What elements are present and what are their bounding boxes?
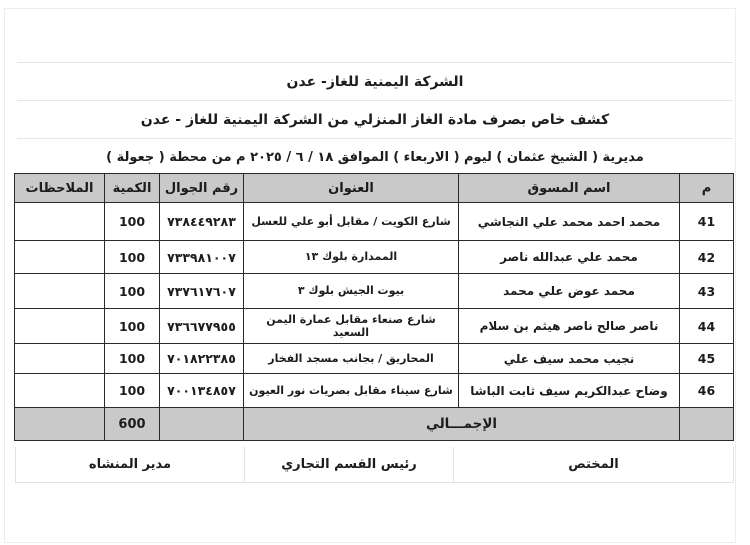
table-row — [15, 203, 734, 241]
address-cell: المحاريق / بجانب مسجد الفخار — [244, 344, 459, 374]
address-cell: شارع الكويت / مقابل أبو علي للعسل — [244, 203, 459, 241]
col-header-mobile: رقم الجوال — [160, 174, 244, 203]
name-cell: محمد عوض علي محمد — [459, 274, 680, 309]
table-row — [15, 344, 734, 374]
document-header — [17, 62, 733, 176]
signature-commercial-head: رئيس القسم التجاري — [244, 447, 453, 482]
col-header-marketer-name: اسم المسوق — [459, 174, 680, 203]
phone-cell: ٧٣٦٦٧٧٩٥٥ — [160, 309, 244, 344]
address-cell: شارع سيناء مقابل بصريات نور العيون — [244, 374, 459, 408]
phone-cell: ٧٠٠١٣٤٨٥٧ — [160, 374, 244, 408]
serial-cell: 44 — [680, 309, 734, 344]
table-row — [15, 309, 734, 344]
serial-cell: 41 — [680, 203, 734, 241]
name-cell: محمد احمد محمد علي النجاشي — [459, 203, 680, 241]
statement-subtitle: كشف خاص بصرف مادة الغاز المنزلي من الشركة اليمنية للغاز - عدن — [17, 100, 733, 138]
quantity-cell: 100 — [105, 274, 160, 309]
quantity-cell: 100 — [105, 374, 160, 408]
name-cell: ناصر صالح ناصر هيثم بن سلام — [459, 309, 680, 344]
col-header-quantity: الكمية — [105, 174, 160, 203]
total-label-cell: الإجمـــالي — [244, 408, 680, 441]
name-cell: نجيب محمد سيف علي — [459, 344, 680, 374]
table-row — [15, 241, 734, 274]
table-row — [15, 274, 734, 309]
notes-cell — [15, 309, 105, 344]
phone-cell: ٧٣٧٦١٧٦٠٧ — [160, 274, 244, 309]
name-cell: وضاح عبدالكريم سيف ثابت الباشا — [459, 374, 680, 408]
col-header-address: العنوان — [244, 174, 459, 203]
col-header-serial: م — [680, 174, 734, 203]
total-row — [15, 408, 734, 441]
notes-cell — [15, 344, 105, 374]
notes-cell — [15, 374, 105, 408]
col-header-notes: الملاحظات — [15, 174, 105, 203]
serial-cell: 45 — [680, 344, 734, 374]
notes-cell — [15, 241, 105, 274]
total-serial-cell — [680, 408, 734, 441]
total-phone-cell — [160, 408, 244, 441]
address-cell: شارع صنعاء مقابل عمارة اليمن السعيد — [244, 309, 459, 344]
signature-facility-manager: مدير المنشاه — [88, 457, 172, 472]
serial-cell: 42 — [680, 241, 734, 274]
serial-cell: 46 — [680, 374, 734, 408]
district-date-line: مديرية ( الشيخ عثمان ) ليوم ( الاربعاء ) الموافق ١٨ / ٦ / ٢٠٢٥ م من محطة ( جعولة ) — [17, 138, 733, 176]
quantity-cell: 100 — [105, 241, 160, 274]
quantity-cell: 100 — [105, 344, 160, 374]
notes-cell — [15, 274, 105, 309]
total-quantity-cell: 600 — [105, 408, 160, 441]
table-row — [15, 374, 734, 408]
company-title: الشركة اليمنية للغاز- عدن — [17, 62, 733, 100]
serial-cell: 43 — [680, 274, 734, 309]
phone-cell: ٧٣٨٤٤٩٢٨٣ — [160, 203, 244, 241]
quantity-cell: 100 — [105, 203, 160, 241]
signature-specialist: المختص — [453, 447, 733, 482]
quantity-cell: 100 — [105, 309, 160, 344]
address-cell: الممدارة بلوك ١٣ — [244, 241, 459, 274]
phone-cell: ٧٠١٨٢٢٣٨٥ — [160, 344, 244, 374]
signature-row — [15, 447, 734, 483]
phone-cell: ٧٣٣٩٨١٠٠٧ — [160, 241, 244, 274]
notes-cell — [15, 203, 105, 241]
name-cell: محمد علي عبدالله ناصر — [459, 241, 680, 274]
address-cell: بيوت الجيش بلوك ٣ — [244, 274, 459, 309]
distribution-table — [14, 173, 734, 441]
total-notes-cell — [15, 408, 105, 441]
table-header-row — [15, 174, 734, 203]
